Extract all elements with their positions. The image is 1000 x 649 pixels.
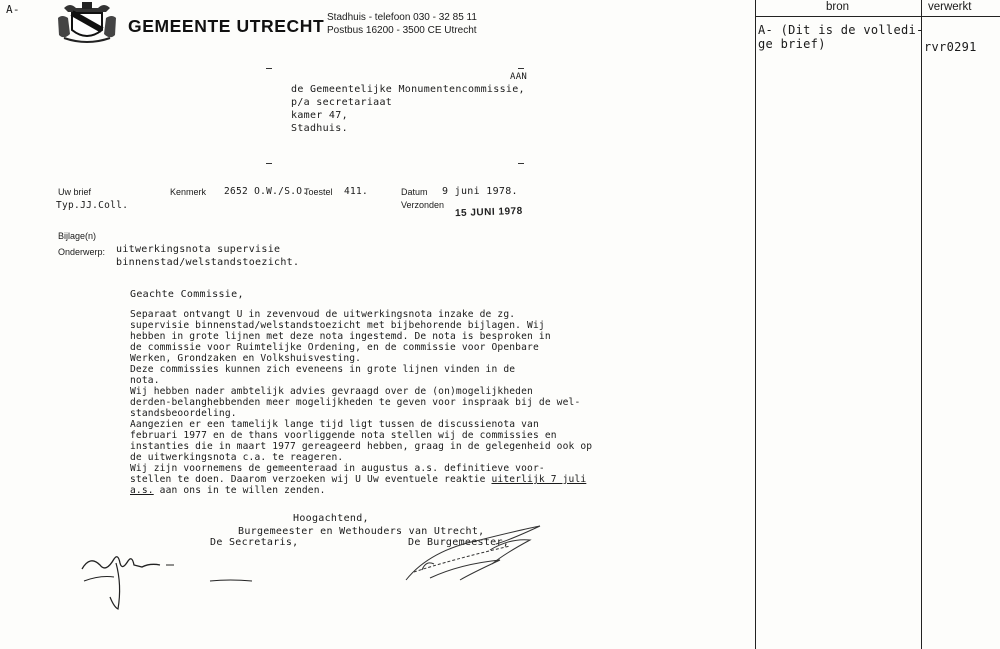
body-line: Separaat ontvangt U in zevenvoud de uitwerkingsnota inzake de zg.	[130, 309, 516, 320]
closing-greeting: Hoogachtend,	[293, 513, 369, 524]
table-left-border	[755, 0, 756, 649]
letterhead-address-1: Stadhuis - telefoon 030 - 32 85 11	[327, 12, 477, 23]
org-name: GEMEENTE UTRECHT	[128, 16, 325, 36]
column-header-bron: bron	[826, 1, 850, 13]
body-line: nota.	[130, 375, 160, 386]
typist-initials: Typ.JJ.Coll.	[56, 200, 129, 211]
verzonden-stamp: 15 JUNI 1978	[454, 205, 523, 220]
bijlage-label: Bijlage(n)	[58, 231, 97, 241]
body-line: instanties die in maart 1977 gereageerd hebben, graag in de gelegenheid ook op	[130, 441, 593, 452]
recipient-line: kamer 47,	[291, 110, 348, 121]
verwerkt-code: rvr0291	[924, 40, 977, 54]
recipient-line: p/a secretariaat	[291, 97, 393, 108]
uw-brief-label: Uw brief	[58, 187, 92, 197]
body-line: Werken, Grondzaken en Volkshuisvesting.	[130, 353, 362, 364]
window-mark	[518, 163, 524, 164]
recipient-line: de Gemeentelijke Monumentencommissie,	[291, 84, 525, 95]
body-line	[130, 474, 586, 485]
window-mark	[266, 68, 272, 69]
body-line: de uitwerkingsnota c.a. te reageren.	[130, 452, 344, 463]
body-line: Aangezien er een tamelijk lange tijd ligt tussen de discussienota van	[130, 419, 539, 430]
kenmerk-value: 2652 O.W./S.O.	[224, 186, 309, 197]
body-line: Deze commissies kunnen zich eveneens in grote lijnen vinden in de	[130, 364, 516, 375]
column-header-verwerkt: verwerkt	[928, 1, 972, 13]
aan-label: AAN	[510, 72, 528, 82]
datum-value: 9 juni 1978.	[442, 186, 518, 197]
burgemeester-signature	[400, 520, 550, 590]
salutation: Geachte Commissie,	[130, 289, 244, 300]
secretaris-signature	[70, 545, 270, 615]
body-line: derden-belanghebbenden meer mogelijkheden te geven voor inspraak bij de wel-	[130, 397, 581, 408]
body-line: hebben in grote lijnen met deze nota ingestemd. De nota is besproken in	[130, 331, 551, 342]
table-column-divider	[921, 0, 922, 649]
body-line: Wij zijn voornemens de gemeenteraad in augustus a.s. definitieve voor-	[130, 463, 545, 474]
window-mark	[518, 68, 524, 69]
closing-signatory: Burgemeester en Wethouders van Utrecht,	[238, 526, 485, 537]
kenmerk-label: Kenmerk	[170, 187, 207, 197]
body-line: februari 1977 en de thans voorliggende nota stellen wij de commissies en	[130, 430, 557, 441]
body-text: aan ons in te willen zenden.	[153, 485, 326, 496]
recipient-line: Stadhuis.	[291, 123, 348, 134]
deadline-underlined: a.s.	[130, 485, 154, 496]
toestel-label: Toestel	[304, 187, 333, 197]
body-line: supervisie binnenstad/welstandstoezicht met bijbehorende bijlagen. Wij	[130, 320, 545, 331]
onderwerp-label: Onderwerp:	[58, 247, 106, 257]
body-line: de commissie voor Ruimtelijke Ordening, en de commissie voor Openbare	[130, 342, 539, 353]
bron-note: ge brief)	[758, 37, 826, 51]
page-marker: A-	[6, 3, 20, 16]
body-line	[130, 485, 326, 496]
bron-note: A- (Dit is de volledi-	[758, 23, 924, 37]
secretaris-label: De Secretaris,	[210, 537, 299, 548]
letterhead-address-2: Postbus 16200 - 3500 CE Utrecht	[327, 25, 477, 36]
verzonden-label: Verzonden	[401, 200, 445, 210]
onderwerp-line: uitwerkingsnota supervisie	[116, 244, 281, 255]
toestel-value: 411.	[344, 186, 369, 197]
onderwerp-line: binnenstad/welstandstoezicht.	[116, 257, 300, 268]
body-line: standsbeoordeling.	[130, 408, 237, 419]
body-line: Wij hebben nader ambtelijk advies gevraagd over de (on)mogelijkheden	[130, 386, 533, 397]
deadline-underlined: uiterlijk 7 juli	[491, 474, 587, 485]
datum-label: Datum	[401, 187, 428, 197]
table-header-divider	[755, 16, 1000, 17]
body-text: stellen te doen. Daarom verzoeken wij U Uw eventuele reaktie	[130, 474, 492, 485]
burgemeester-label: De Burgemeester,	[408, 537, 510, 548]
window-mark	[266, 163, 272, 164]
coat-of-arms-logo	[56, 2, 118, 44]
